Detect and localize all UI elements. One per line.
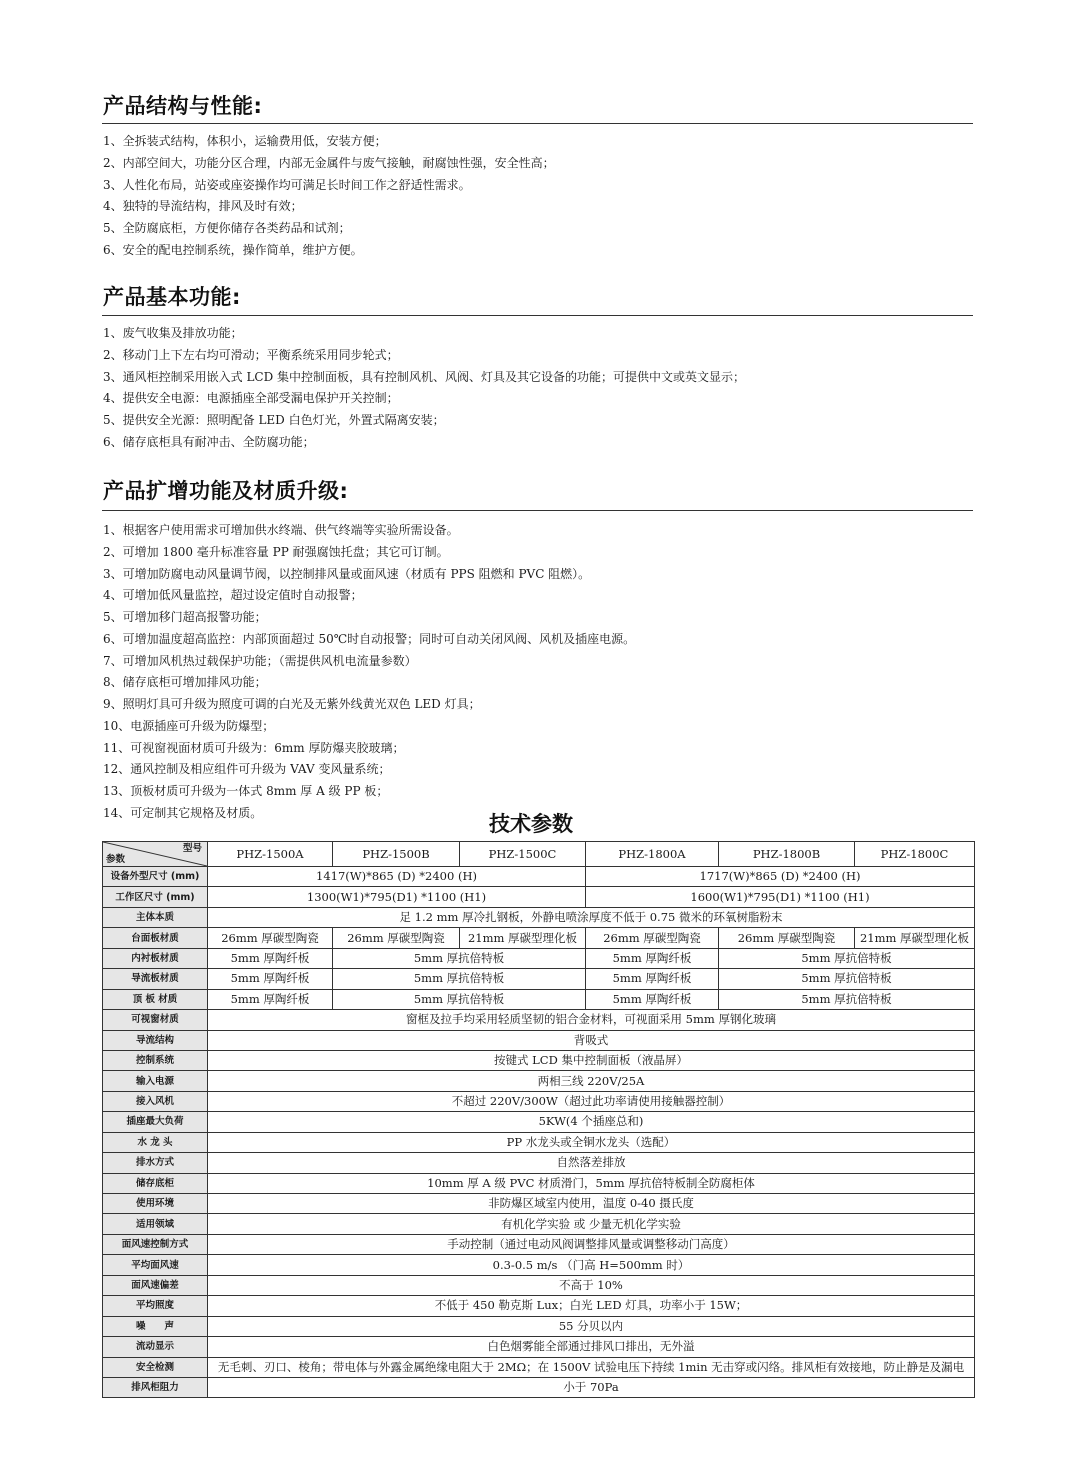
table-row	[103, 1091, 975, 1111]
list-item: 11、可视窗视面材质可升级为：6mm 厚防爆夹胶玻璃；	[103, 740, 405, 755]
row-label: 排水方式	[103, 1153, 208, 1173]
row-label: 工作区尺寸 (mm)	[103, 887, 208, 907]
table-cell: 有机化学实验 或 少量无机化学实验	[208, 1214, 975, 1234]
table-row	[103, 1112, 975, 1132]
structure-list	[103, 131, 555, 262]
tech-params-table	[102, 841, 975, 1398]
model-header: PHZ-1500B	[333, 842, 460, 867]
table-row	[103, 948, 975, 968]
row-label: 控制系统	[103, 1050, 208, 1070]
list-item: 1、全拆装式结构，体积小，运输费用低，安装方便；	[103, 134, 387, 148]
table-cell: 5mm 厚陶纤板	[586, 989, 719, 1009]
row-label: 噪 声	[103, 1316, 208, 1336]
row-label: 安全检测	[103, 1357, 208, 1377]
table-cell: 5mm 厚抗倍特板	[719, 969, 975, 989]
table-cell: 窗框及拉手均采用轻质坚韧的铝合金材料，可视面采用 5mm 厚钢化玻璃	[208, 1010, 975, 1030]
table-row	[103, 1030, 975, 1050]
row-label: 导流结构	[103, 1030, 208, 1050]
list-item: 2、移动门上下左右均可滑动；平衡系统采用同步轮式；	[103, 347, 399, 362]
list-item: 13、顶板材质可升级为一体式 8mm 厚 A 级 PP 板；	[103, 784, 389, 799]
table-cell: 5mm 厚抗倍特板	[333, 989, 586, 1009]
section-divider	[102, 315, 973, 316]
table-cell: 不高于 10%	[208, 1275, 975, 1295]
table-cell: 5mm 厚陶纤板	[586, 969, 719, 989]
table-cell: 1300(W1)*795(D1) *1100 (H1)	[208, 887, 586, 907]
list-item: 3、可增加防腐电动风量调节阀，以控制排风量或面风速（材质有 PPS 阻燃和 PVC 阻燃）。	[103, 566, 591, 581]
table-cell: 足 1.2 mm 厚冷扎钢板，外静电喷涂厚度不低于 0.75 微米的环氧树脂粉末	[208, 907, 975, 927]
table-cell: 非防爆区域室内使用，温度 0-40 摄氏度	[208, 1194, 975, 1214]
row-label: 平均照度	[103, 1296, 208, 1316]
table-row	[103, 1275, 975, 1295]
list-item: 3、人性化布局，站姿或座姿操作均可满足长时间工作之舒适性需求。	[103, 177, 471, 192]
row-label: 接入风机	[103, 1091, 208, 1111]
table-row	[103, 1214, 975, 1234]
row-label: 顶 板 材质	[103, 989, 208, 1009]
table-cell: 5mm 厚抗倍特板	[333, 948, 586, 968]
list-item: 10、电源插座可升级为防爆型；	[103, 718, 275, 733]
table-cell: 自然落差排放	[208, 1153, 975, 1173]
list-item: 2、内部空间大，功能分区合理，内部无金属件与废气接触，耐腐蚀性强，安全性高；	[103, 155, 555, 170]
list-item: 6、储存底柜具有耐冲击、全防腐功能；	[103, 434, 315, 449]
section-title-structure: 产品结构与性能:	[103, 94, 263, 118]
table-cell: 小于 70Pa	[208, 1377, 975, 1397]
model-header: PHZ-1500C	[460, 842, 586, 867]
model-header: PHZ-1800A	[586, 842, 719, 867]
table-row	[103, 887, 975, 907]
row-label: 面风速偏差	[103, 1275, 208, 1295]
table-cell: 0.3-0.5 m/s （门高 H=500mm 时）	[208, 1255, 975, 1275]
list-item: 4、可增加低风量监控，超过设定值时自动报警；	[103, 588, 363, 603]
table-row	[103, 1132, 975, 1152]
row-label: 输入电源	[103, 1071, 208, 1091]
section-divider	[102, 510, 973, 511]
table-row	[103, 1337, 975, 1357]
row-label: 储存底柜	[103, 1173, 208, 1193]
row-label: 平均面风速	[103, 1255, 208, 1275]
row-label: 水 龙 头	[103, 1132, 208, 1152]
table-cell: 10mm 厚 A 级 PVC 材质滑门，5mm 厚抗倍特板制全防腐柜体	[208, 1173, 975, 1193]
table-row	[103, 842, 975, 867]
list-item: 2、可增加 1800 毫升标准容量 PP 耐强腐蚀托盘；其它可订制。	[103, 544, 449, 559]
table-cell: 手动控制（通过电动风阀调整排风量或调整移动门高度）	[208, 1234, 975, 1254]
list-item: 1、废气收集及排放功能；	[103, 326, 243, 340]
table-cell: 55 分贝以内	[208, 1316, 975, 1336]
row-label: 内衬板材质	[103, 948, 208, 968]
list-item: 4、独特的导流结构，排风及时有效；	[103, 199, 303, 214]
table-row	[103, 1153, 975, 1173]
row-label: 可视窗材质	[103, 1010, 208, 1030]
row-label: 台面板材质	[103, 928, 208, 948]
upgrades-list	[103, 520, 635, 825]
table-cell: 1717(W)*865 (D) *2400 (H)	[586, 867, 975, 887]
table-cell: 21mm 厚碳型理化板	[855, 928, 975, 948]
corner-param-label: 参数	[106, 854, 126, 865]
table-cell: 不低于 450 勒克斯 Lux；白光 LED 灯具，功率小于 15W；	[208, 1296, 975, 1316]
list-item: 3、通风柜控制采用嵌入式 LCD 集中控制面板，具有控制风机、风阀、灯具及其它设备的功能；可提供中文或英文显示；	[103, 369, 746, 384]
corner-model-label: 型号	[182, 843, 202, 854]
table-cell: 26mm 厚碳型陶瓷	[719, 928, 855, 948]
table-cell: 两相三线 220V/25A	[208, 1071, 975, 1091]
list-item: 8、储存底柜可增加排风功能；	[103, 675, 267, 690]
row-label: 适用领域	[103, 1214, 208, 1234]
list-item: 4、提供安全电源：电源插座全部受漏电保护开关控制；	[103, 391, 399, 406]
list-item: 5、全防腐底柜，方便你储存各类药品和试剂；	[103, 221, 351, 236]
table-row	[103, 1194, 975, 1214]
table-cell: PP 水龙头或全铜水龙头（选配）	[208, 1132, 975, 1152]
row-label: 排风柜阻力	[103, 1377, 208, 1397]
table-row	[103, 1255, 975, 1275]
table-cell: 21mm 厚碳型理化板	[460, 928, 586, 948]
model-header: PHZ-1500A	[208, 842, 333, 867]
table-cell: 5mm 厚抗倍特板	[719, 948, 975, 968]
list-item: 12、通风控制及相应组件可升级为 VAV 变风量系统；	[103, 762, 391, 777]
table-cell: 26mm 厚碳型陶瓷	[333, 928, 460, 948]
section-title-basic-functions: 产品基本功能:	[103, 285, 241, 309]
table-cell: 26mm 厚碳型陶瓷	[586, 928, 719, 948]
table-row	[103, 1050, 975, 1070]
table-row	[103, 907, 975, 927]
list-item: 6、可增加温度超高监控：内部顶面超过 50℃时自动报警；同时可自动关闭风阀、风机及插座电源。	[103, 631, 636, 646]
table-row	[103, 1071, 975, 1091]
table-cell: 5mm 厚陶纤板	[208, 989, 333, 1009]
row-label: 使用环境	[103, 1194, 208, 1214]
table-row	[103, 1357, 975, 1377]
table-row	[103, 969, 975, 989]
table-cell: 26mm 厚碳型陶瓷	[208, 928, 333, 948]
table-cell: 5KW(4 个插座总和)	[208, 1112, 975, 1132]
list-item: 6、安全的配电控制系统，操作简单，维护方便。	[103, 242, 363, 257]
model-header: PHZ-1800B	[719, 842, 855, 867]
model-header: PHZ-1800C	[855, 842, 975, 867]
table-cell: 不超过 220V/300W（超过此功率请使用接触器控制）	[208, 1091, 975, 1111]
row-label: 设备外型尺寸 (mm)	[103, 867, 208, 887]
table-cell: 5mm 厚抗倍特板	[333, 969, 586, 989]
row-label: 插座最大负荷	[103, 1112, 208, 1132]
header-corner-cell	[103, 842, 208, 867]
table-row	[103, 1234, 975, 1254]
list-item: 5、提供安全光源：照明配备 LED 白色灯光，外置式隔离安装；	[103, 413, 445, 428]
table-row	[103, 1296, 975, 1316]
table-row	[103, 989, 975, 1009]
basic-functions-list	[103, 323, 745, 454]
list-item: 14、可定制其它规格及材质。	[103, 805, 263, 820]
table-cell: 5mm 厚陶纤板	[586, 948, 719, 968]
list-item: 5、可增加移门超高报警功能；	[103, 610, 267, 625]
table-cell: 5mm 厚陶纤板	[208, 948, 333, 968]
section-title-upgrades: 产品扩增功能及材质升级:	[103, 479, 349, 503]
list-item: 1、根据客户使用需求可增加供水终端、供气终端等实验所需设备。	[103, 523, 459, 537]
table-cell: 1417(W)*865 (D) *2400 (H)	[208, 867, 586, 887]
table-cell: 白色烟雾能全部通过排风口排出，无外溢	[208, 1337, 975, 1357]
table-row	[103, 1173, 975, 1193]
table-row	[103, 928, 975, 948]
row-label: 面风速控制方式	[103, 1234, 208, 1254]
row-label: 主体本质	[103, 907, 208, 927]
row-label: 导流板材质	[103, 969, 208, 989]
table-cell: 背吸式	[208, 1030, 975, 1050]
table-row	[103, 1377, 975, 1397]
section-divider	[102, 123, 973, 124]
table-row	[103, 1010, 975, 1030]
table-cell: 5mm 厚陶纤板	[208, 969, 333, 989]
tech-params-title: 技术参数	[489, 812, 573, 836]
list-item: 7、可增加风机热过载保护功能；（需提供风机电流量参数）	[103, 653, 417, 668]
table-cell: 5mm 厚抗倍特板	[719, 989, 975, 1009]
row-label: 流动显示	[103, 1337, 208, 1357]
table-row	[103, 1316, 975, 1336]
list-item: 9、照明灯具可升级为照度可调的白光及无紫外线黄光双色 LED 灯具；	[103, 697, 481, 712]
table-cell: 1600(W1)*795(D1) *1100 (H1)	[586, 887, 975, 907]
table-cell: 无毛刺、刃口、棱角；带电体与外露金属绝缘电阻大于 2MΩ；在 1500V 试验电压下持续 1min 无击穿或闪络。排风柜有效接地，防止静是及漏电	[208, 1357, 975, 1377]
table-cell: 按键式 LCD 集中控制面板（液晶屏）	[208, 1050, 975, 1070]
table-row	[103, 867, 975, 887]
